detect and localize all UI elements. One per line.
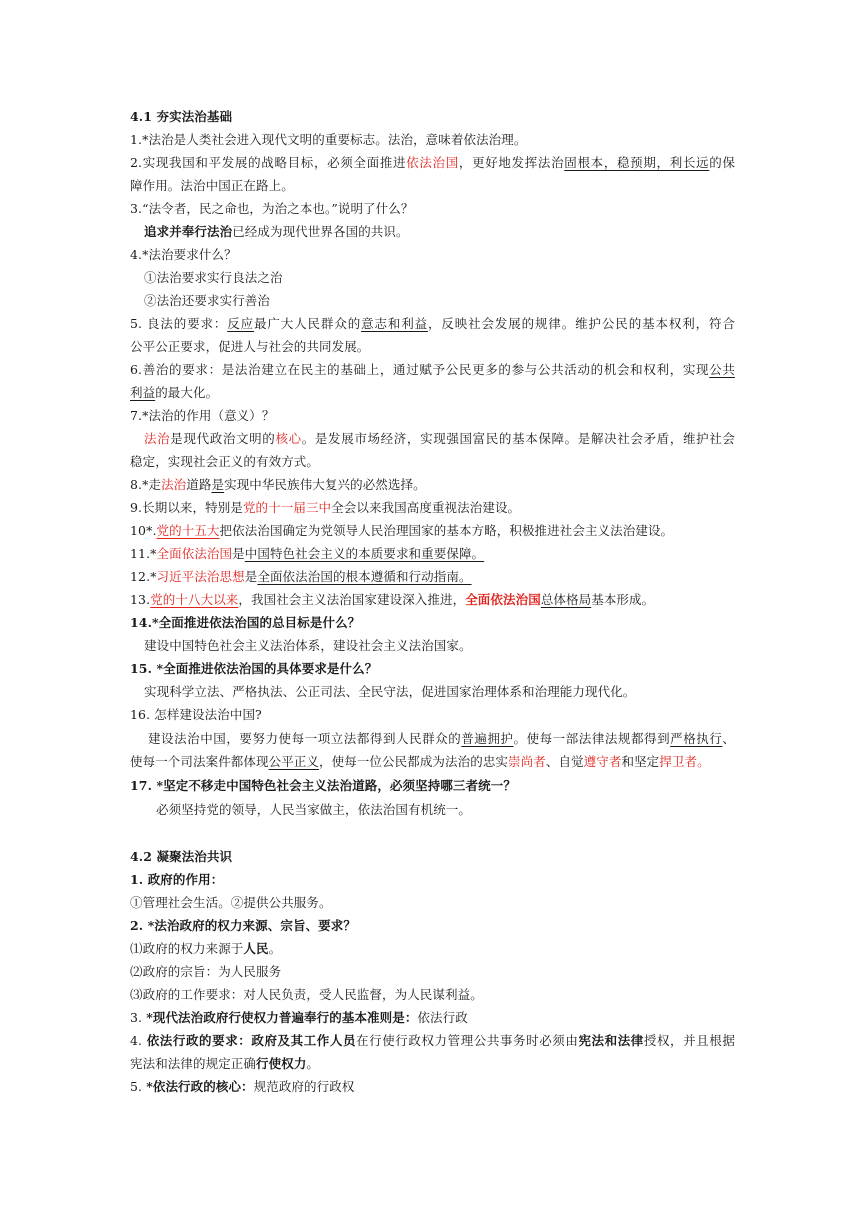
- item-7-answer: 法治是现代政治文明的核心。是发展市场经济，实现强国富民的基本保障。是解决社会矛盾，维护社会: [144, 431, 735, 446]
- item-9: 9.长期以来，特别是党的十一届三中全会以来我国高度重视法治建设。: [130, 500, 521, 515]
- item-15-answer: 实现科学立法、严格执法、公正司法、全民守法，促进国家治理体系和治理能力现代化。: [144, 684, 636, 699]
- s2-item-2-b: ⑵政府的宗旨：为人民服务: [130, 964, 282, 979]
- s2-item-1: 1. 政府的作用：: [130, 872, 224, 887]
- item-4-a: ①法治要求实行良法之治: [144, 270, 283, 285]
- item-12: 12.*习近平法治思想是全面依法治国的根本遵循和行动指南。: [130, 569, 472, 584]
- item-17-answer: 必须坚持党的领导，人民当家做主，依法治国有机统一。: [156, 802, 472, 817]
- s2-item-5: 5. *依法行政的核心：规范政府的行政权: [130, 1079, 355, 1094]
- item-3: 3.“法令者，民之命也，为治之本也。”说明了什么？: [130, 201, 414, 216]
- item-17: 17. *坚定不移走中国特色社会主义法治道路，必须坚持哪三者统一？: [130, 778, 516, 793]
- item-15: 15. *全面推进依法治国的具体要求是什么？: [130, 661, 378, 676]
- s2-item-2: 2. *法治政府的权力来源、宗旨、要求？: [130, 918, 356, 933]
- item-4-b: ②法治还要求实行善治: [144, 293, 271, 308]
- s2-item-3: 3. *现代法治政府行使权力普遍奉行的基本准则是：依法行政: [130, 1010, 468, 1025]
- item-6: 6.善治的要求：是法治建立在民主的基础上，通过赋予公民更多的参与公共活动的机会和权利，实现公共: [130, 362, 735, 377]
- s2-item-2-c: ⑶政府的工作要求：对人民负责，受人民监督，为人民谋利益。: [130, 987, 483, 1002]
- item-10: 10*.党的十五大把依法治国确定为党领导人民治理国家的基本方略，积极推进社会主义法治建设。: [130, 523, 674, 538]
- item-16-cont: 使每一个司法案件都体现公平正义，使每一位公民都成为法治的忠实崇尚者、自觉遵守者和坚定捍卫者。: [130, 754, 710, 769]
- item-3-answer: 追求并奉行法治已经成为现代世界各国的共识。: [144, 224, 409, 239]
- item-5-cont: 公平公正要求，促进人与社会的共同发展。: [130, 339, 370, 354]
- item-16-answer: 建设法治中国，要努力使每一项立法都得到人民群众的普遍拥护。使每一部法律法规都得到严格执行、: [148, 731, 735, 746]
- item-11: 11.*全面依法治国是中国特色社会主义的本质要求和重要保障。: [130, 546, 485, 561]
- item-5: 5. 良法的要求：反应最广大人民群众的意志和利益，反映社会发展的规律。维护公民的基本权利，符合: [130, 316, 735, 331]
- item-4: 4.*法治要求什么？: [130, 247, 237, 262]
- item-1: 1.*法治是人类社会进入现代文明的重要标志。法治，意味着依法治理。: [130, 132, 527, 147]
- section-heading-4-2: 4.2 凝聚法治共识: [130, 849, 233, 864]
- item-8: 8.*走法治道路是实现中华民族伟大复兴的必然选择。: [130, 477, 426, 492]
- s2-item-1-answer: ①管理社会生活。②提供公共服务。: [130, 895, 332, 910]
- section-heading-4-1: 4.1 夯实法治基础: [130, 109, 233, 124]
- s2-item-4-cont: 宪法和法律的规定正确行使权力。: [130, 1056, 320, 1071]
- item-7-cont: 稳定，实现社会正义的有效方式。: [130, 454, 320, 469]
- item-14: 14.*全面推进依法治国的总目标是什么？: [130, 615, 361, 630]
- item-13: 13.党的十八大以来，我国社会主义法治国家建设深入推进，全面依法治国总体格局基本形成。: [130, 592, 655, 607]
- s2-item-2-a: ⑴政府的权力来源于人民。: [130, 941, 282, 956]
- s2-item-4: 4. 依法行政的要求：政府及其工作人员在行使行政权力管理公共事务时必须由宪法和法律授权，并且根据: [130, 1033, 735, 1048]
- item-2-cont: 障作用。法治中国正在路上。: [130, 178, 294, 193]
- item-7: 7.*法治的作用（意义）？: [130, 408, 275, 423]
- item-14-answer: 建设中国特色社会主义法治体系，建设社会主义法治国家。: [144, 638, 472, 653]
- item-16: 16. 怎样建设法治中国?: [130, 707, 262, 722]
- item-6-cont: 利益的最大化。: [130, 385, 219, 400]
- item-2: 2.实现我国和平发展的战略目标，必须全面推进依法治国，更好地发挥法治固根本，稳预期，利长远的保: [130, 155, 735, 170]
